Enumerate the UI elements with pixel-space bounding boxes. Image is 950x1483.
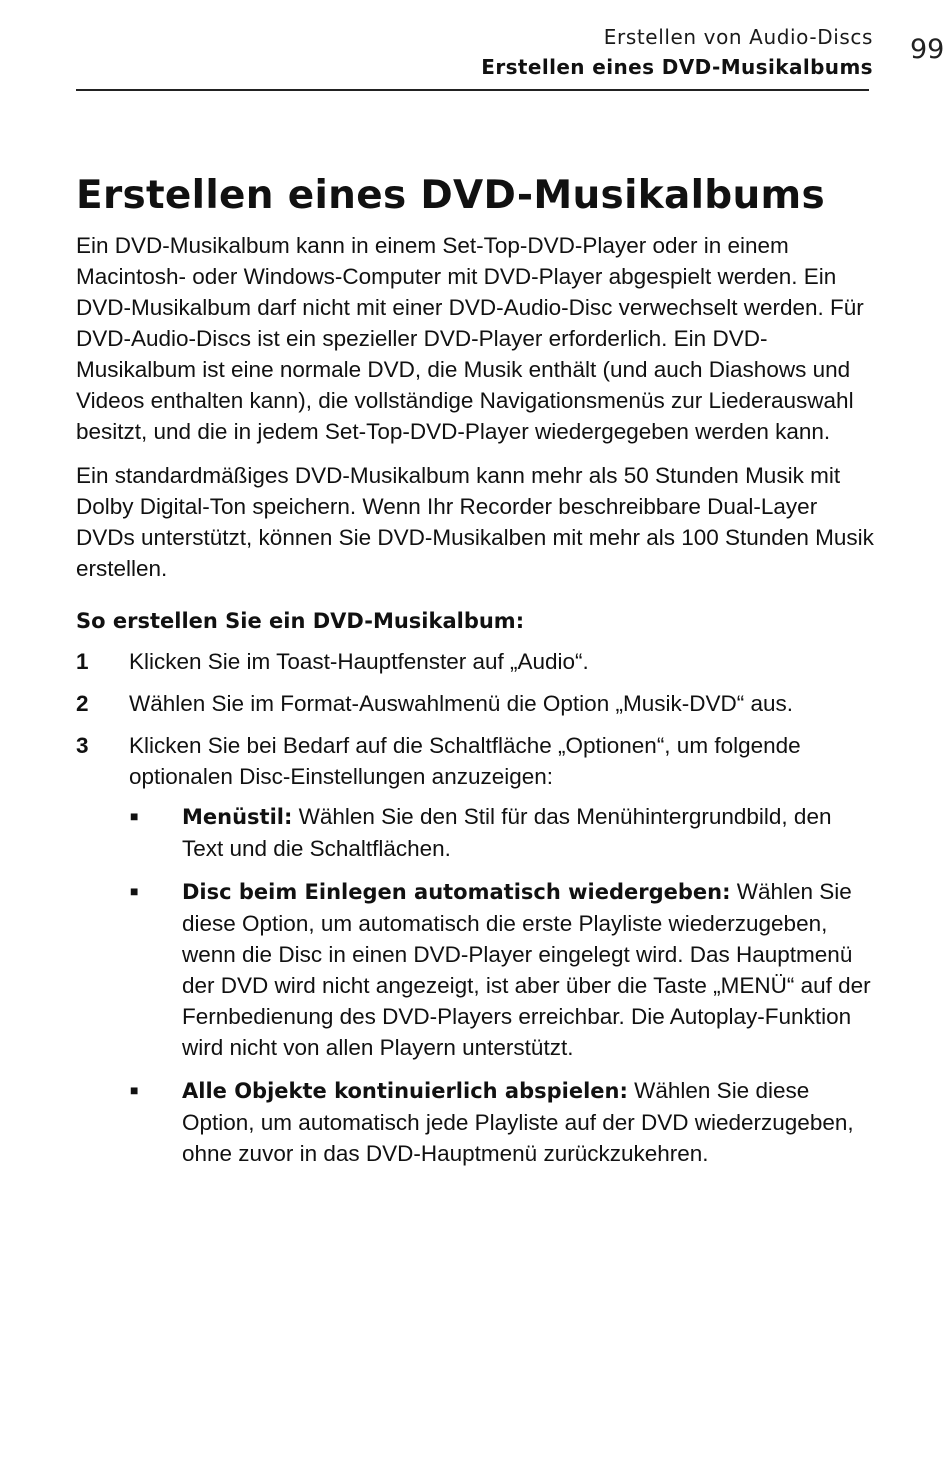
procedure-step bbox=[76, 646, 876, 677]
header-chapter-title: Erstellen von Audio-Discs bbox=[603, 25, 873, 49]
intro-paragraph: Ein DVD-Musikalbum kann in einem Set-Top-DVD-Player oder in einem Macintosh- oder Windows-Computer mit DVD-Player abgespielt werden. Ein DVD-Musikalbum darf nicht mit einer DVD-Audio-Disc verwechselt werden. Für DVD-Audio-Discs ist ein spezieller DVD-Player erforderlich. Ein DVD-Musikalbum ist eine normale DVD, die Musik enthält (und auch Diashows und Videos enthalten kann), die vollständige Navigationsmenüs zur Liederauswahl besitzt, und die in jedem Set-Top-DVD-Player wiedergegeben werden kann. bbox=[76, 233, 864, 444]
option-term: Alle Objekte kontinuierlich abspielen: bbox=[182, 1079, 628, 1103]
step-number: 1 bbox=[76, 649, 89, 674]
header-divider bbox=[76, 89, 869, 91]
capacity-paragraph: Ein standardmäßiges DVD-Musikalbum kann mehr als 50 Stunden Musik mit Dolby Digital-Ton speichern. Wenn Ihr Recorder beschreibbare Dual-Layer DVDs unterstützt, können Sie DVD-Musikalben mit mehr als 100 Stunden Musik erstellen. bbox=[76, 463, 874, 581]
header-section-title: Erstellen eines DVD-Musikalbums bbox=[481, 55, 873, 79]
option-item-menu-style bbox=[76, 801, 876, 864]
square-bullet-icon: ■ bbox=[130, 1082, 139, 1098]
option-detail: Wählen Sie diese Option, um automatisch die erste Playliste wiederzugeben, wenn die Disc in einen DVD-Player eingelegt wird. Das Hauptmenü der DVD wird nicht angezeigt, ist aber über die Taste „MENÜ“ auf der Fernbedienung des DVD-Players erreichbar. Die Autoplay-Funktion wird nicht von allen Playern unterstützt. bbox=[182, 879, 871, 1060]
running-header bbox=[76, 22, 873, 82]
page-title: Erstellen eines DVD-Musikalbums bbox=[76, 173, 825, 218]
page-number: 99 bbox=[910, 34, 945, 65]
option-term: Disc beim Einlegen automatisch wiedergeben: bbox=[182, 880, 731, 904]
step-text: Wählen Sie im Format-Auswahlmenü die Option „Musik-DVD“ aus. bbox=[129, 691, 793, 716]
step-text: Klicken Sie bei Bedarf auf die Schaltfläche „Optionen“, um folgende optionalen Disc-Einstellungen anzuzeigen: bbox=[129, 733, 801, 789]
option-detail: Wählen Sie den Stil für das Menühintergrundbild, den Text und die Schaltflächen. bbox=[182, 804, 832, 861]
procedure-step bbox=[76, 688, 876, 719]
procedure-steps bbox=[76, 646, 876, 1181]
option-item-loop-all bbox=[76, 1075, 876, 1169]
option-description bbox=[182, 876, 876, 1063]
step-content bbox=[129, 730, 876, 1181]
option-detail: Wählen Sie diese Option, um automatisch jede Playliste auf der DVD wiederzugeben, ohne zuvor in das DVD-Hauptmenü zurückzukehren. bbox=[182, 1078, 854, 1166]
square-bullet-icon: ■ bbox=[130, 883, 139, 899]
procedure-heading: So erstellen Sie ein DVD-Musikalbum: bbox=[76, 609, 525, 633]
step-text: Klicken Sie im Toast-Hauptfenster auf „Audio“. bbox=[129, 649, 589, 674]
disc-options-list bbox=[76, 801, 876, 1169]
option-term: Menüstil: bbox=[182, 805, 293, 829]
step-number: 2 bbox=[76, 691, 89, 716]
page-body bbox=[76, 168, 876, 1192]
square-bullet-icon: ■ bbox=[130, 808, 139, 824]
option-description bbox=[182, 1075, 876, 1169]
option-item-autoplay bbox=[76, 876, 876, 1063]
option-description bbox=[182, 801, 876, 864]
step-number: 3 bbox=[76, 733, 89, 758]
procedure-step bbox=[76, 730, 876, 1181]
